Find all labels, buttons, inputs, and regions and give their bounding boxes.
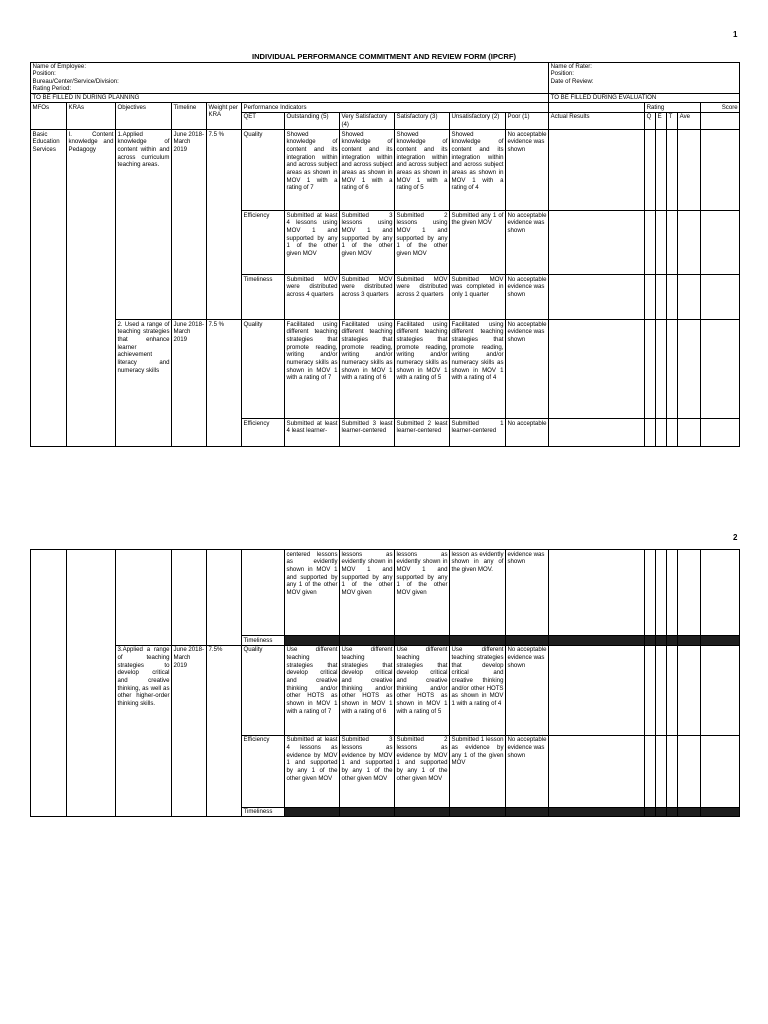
score-cell[interactable] [701, 645, 740, 735]
rating-cell[interactable] [656, 645, 667, 735]
mfo-cell: Basic Education Services [31, 130, 67, 447]
rating-cell[interactable] [678, 275, 701, 320]
score-cell[interactable] [701, 419, 740, 447]
dim-quality: Quality [242, 645, 285, 735]
indicator-cell: Submitted at least 4 least learner- [285, 419, 340, 447]
score-cell[interactable] [701, 735, 740, 807]
rating-cell[interactable] [667, 275, 678, 320]
timeline-3: June 2018-March 2019 [172, 645, 207, 817]
indicator-cell: Submitted 2 least learner-centered [395, 419, 450, 447]
rating-cell[interactable] [656, 807, 667, 817]
dim-efficiency: Efficiency [242, 211, 285, 275]
score-blank [701, 112, 740, 129]
col-kras: KRAs [67, 103, 116, 130]
rating-cell[interactable] [645, 419, 656, 447]
indicator-cell: Facilitated using different teaching strategies that promote reading, writing and/or numeracy skills as shown in MOV 1 with a rating of 5 [395, 320, 450, 419]
col-objectives: Objectives [116, 103, 172, 130]
actual-result-cell[interactable] [549, 550, 645, 636]
rating-cell[interactable] [678, 645, 701, 735]
rating-cell[interactable] [667, 636, 678, 646]
rating-cell[interactable] [656, 550, 667, 636]
actual-results-top [549, 103, 645, 113]
objective-3: 3.Applied a range of teaching strategies to develop critical and creative thinking, as well as other higher-order thinking skills. [116, 645, 172, 817]
indicator-cell: Showed knowledge of content and its integration within and across subject areas as shown in MOV 1 with a rating of 7 [285, 130, 340, 211]
weight-continued [207, 550, 242, 646]
ipcrf-table-page1 [30, 62, 740, 447]
indicator-cell: No acceptable evidence was shown [506, 320, 549, 419]
indicator-cell: Submitted any 1 of the given MOV [450, 211, 506, 275]
rating-cell[interactable] [645, 130, 656, 211]
col-ave: Ave [678, 112, 701, 129]
indicator-cell: No acceptable evidence was shown [506, 645, 549, 735]
dim-efficiency: Efficiency [242, 735, 285, 807]
indicator-cell: Facilitated using different teaching strategies that promote reading, writing and/or numeracy skills as shown in MOV 1 with a rating of 7 [285, 320, 340, 419]
score-cell[interactable] [701, 211, 740, 275]
indicator-cell: Submitted 3 lessons as evidence by MOV 1 and supported by any 1 of the other given MOV [340, 735, 395, 807]
actual-result-cell[interactable] [549, 275, 645, 320]
col-very-satisfactory: Very Satisfactory (4) [340, 112, 395, 129]
col-outstanding: Outstanding (5) [285, 112, 340, 129]
col-qet: QET [242, 112, 285, 129]
indicator-cell: Use different teaching strategies that develop critical and creative thinking and/or other HOTS as shown in MOV 1 with a rating of 4 [450, 645, 506, 735]
col-poor: Poor (1) [506, 112, 549, 129]
timeline-1: June 2018-March 2019 [172, 130, 207, 320]
col-rating: Rating [645, 103, 701, 113]
dim-quality: Quality [242, 130, 285, 211]
score-cell[interactable] [701, 320, 740, 419]
actual-result-cell[interactable] [549, 419, 645, 447]
actual-result-cell[interactable] [549, 211, 645, 275]
indicator-cell: No acceptable evidence was shown [506, 130, 549, 211]
col-e: E [656, 112, 667, 129]
rating-cell[interactable] [667, 807, 678, 817]
employee-name-label: Name of Employee: [31, 63, 549, 71]
indicator-cell: No acceptable evidence was shown [506, 735, 549, 807]
rating-period-label: Rating Period: [31, 85, 549, 93]
review-date-label: Date of Review: [549, 78, 740, 85]
rating-cell[interactable] [656, 275, 667, 320]
rating-cell[interactable] [656, 130, 667, 211]
objective-continued [116, 550, 172, 646]
mfo-continued [31, 550, 67, 817]
indicator-cell: Use different teaching strategies that develop critical and creative thinking and/or other HOTS as shown in MOV 1 with a rating of 6 [340, 645, 395, 735]
kra-cell: I. Content knowledge and Pedagogy [67, 130, 116, 447]
indicator-cell: Use different teaching strategies that develop critical and creative thinking and/or other HOTS as shown in MOV 1 with a rating of 5 [395, 645, 450, 735]
actual-result-cell[interactable] [549, 807, 645, 817]
rating-cell[interactable] [678, 807, 701, 817]
rating-cell[interactable] [656, 419, 667, 447]
indicator-cell [395, 807, 450, 817]
rater-blank [549, 85, 740, 93]
rating-cell[interactable] [667, 130, 678, 211]
indicator-cell [285, 807, 340, 817]
col-satisfactory: Satisfactory (3) [395, 112, 450, 129]
indicator-cell: Submitted at least 4 lessons as evidence by MOV 1 and supported by any 1 of the other given MOV [285, 735, 340, 807]
indicator-cell: Submitted 1 lesson as evidence by any 1 of the given MOV [450, 735, 506, 807]
indicator-cell: No acceptable evidence was shown [506, 211, 549, 275]
rating-cell[interactable] [656, 636, 667, 646]
col-timeline: Timeline [172, 103, 207, 130]
indicator-cell: Submitted MOV were distributed across 4 quarters [285, 275, 340, 320]
indicator-cell: Submitted 3 lessons using MOV 1 and supported by any 1 of the other given MOV [340, 211, 395, 275]
rating-cell[interactable] [656, 211, 667, 275]
indicator-cell: Submitted 2 lessons as evidence by MOV 1 and supported by any 1 of the other given MOV [395, 735, 450, 807]
page-number: 2 [733, 533, 738, 542]
dim-efficiency: Efficiency [242, 419, 285, 447]
rating-cell[interactable] [645, 807, 656, 817]
indicator-cell [506, 636, 549, 646]
score-cell[interactable] [701, 550, 740, 636]
evaluation-label: TO BE FILLED DURING EVALUATION [549, 93, 740, 103]
rating-cell[interactable] [678, 636, 701, 646]
indicator-cell [450, 807, 506, 817]
rating-cell[interactable] [645, 320, 656, 419]
rating-cell[interactable] [645, 211, 656, 275]
objective-1: 1.Applied knowledge of content within and across curriculum teaching areas. [116, 130, 172, 320]
form-title: INDIVIDUAL PERFORMANCE COMMITMENT AND REVIEW FORM (IPCRF) [251, 52, 517, 61]
indicator-cell [450, 636, 506, 646]
indicator-cell: Submitted MOV were distributed across 3 quarters [340, 275, 395, 320]
indicator-cell: Showed knowledge of content and its integration within and across subject areas as shown in MOV 1 with a rating of 6 [340, 130, 395, 211]
dim-timeliness: Timeliness [242, 275, 285, 320]
weight-1: 7.5 % [207, 130, 242, 320]
col-actual-results: Actual Results [549, 112, 645, 129]
rating-cell[interactable] [678, 211, 701, 275]
dim-timeliness: Timeliness [242, 636, 285, 646]
col-unsatisfactory: Unsatisfactory (2) [450, 112, 506, 129]
rating-cell[interactable] [667, 550, 678, 636]
actual-result-cell[interactable] [549, 130, 645, 211]
rater-position-label: Position: [549, 70, 740, 77]
indicator-cell: No acceptable evidence was shown [506, 275, 549, 320]
rating-cell[interactable] [667, 645, 678, 735]
indicator-cell: Facilitated using different teaching strategies that promote reading, writing and/or numeracy skills as shown in MOV 1 with a rating of 4 [450, 320, 506, 419]
weight-2: 7.5 % [207, 320, 242, 447]
col-mfos: MFOs [31, 103, 67, 130]
rating-cell[interactable] [645, 636, 656, 646]
rating-cell[interactable] [656, 735, 667, 807]
actual-result-cell[interactable] [549, 645, 645, 735]
indicator-cell [395, 636, 450, 646]
indicator-cell [506, 807, 549, 817]
actual-result-cell[interactable] [549, 320, 645, 419]
timeline-2: June 2018-March 2019 [172, 320, 207, 447]
rating-cell[interactable] [645, 550, 656, 636]
rating-cell[interactable] [645, 275, 656, 320]
indicator-cell: lesson as evidently shown in any of the given MOV. [450, 550, 506, 636]
rating-cell[interactable] [645, 735, 656, 807]
actual-result-cell[interactable] [549, 636, 645, 646]
indicator-cell: Submitted MOV was completed in only 1 quarter [450, 275, 506, 320]
indicator-cell: Submitted 1 learner-centered [450, 419, 506, 447]
indicator-cell: lessons as evidently shown in MOV 1 and supported by any 1 of the other MOV given [340, 550, 395, 636]
score-cell[interactable] [701, 807, 740, 817]
dim-efficiency-continued [242, 550, 285, 636]
col-t: T [667, 112, 678, 129]
indicator-cell: evidence was shown [506, 550, 549, 636]
indicator-cell: Submitted MOV were distributed across 2 quarters [395, 275, 450, 320]
indicator-cell: No acceptable [506, 419, 549, 447]
timeline-continued [172, 550, 207, 646]
actual-result-cell[interactable] [549, 735, 645, 807]
indicator-cell [340, 636, 395, 646]
kra-continued [67, 550, 116, 817]
dim-quality: Quality [242, 320, 285, 419]
indicator-cell: Use different teaching strategies that develop critical and creative thinking and/or other HOTS as shown in MOV 1 with a rating of 7 [285, 645, 340, 735]
indicator-cell: Showed knowledge of content and its integration within and across subject areas as shown in MOV 1 with a rating of 5 [395, 130, 450, 211]
weight-3: 7.5% [207, 645, 242, 817]
rating-cell[interactable] [667, 419, 678, 447]
indicator-cell: Submitted at least 4 lessons using MOV 1 and supported by any 1 of the other given MOV [285, 211, 340, 275]
indicator-cell: centered lessons as evidently shown in MOV 1 and supported by any 1 of the other MOV given [285, 550, 340, 636]
objective-2: 2. Used a range of teaching strategies that enhance learner achievement literacy and numeracy skills [116, 320, 172, 447]
score-cell[interactable] [701, 130, 740, 211]
indicator-cell [340, 807, 395, 817]
planning-label: TO BE FILLED IN DURING PLANNING [31, 93, 549, 103]
rater-name-label: Name of Rater: [549, 63, 740, 71]
rating-cell[interactable] [678, 130, 701, 211]
employee-position-label: Position: [31, 70, 549, 77]
rating-cell[interactable] [656, 320, 667, 419]
col-q: Q [645, 112, 656, 129]
indicator-cell: Facilitated using different teaching strategies that promote reading, writing and/or numeracy skills as shown in MOV 1 with a rating of 6 [340, 320, 395, 419]
rating-cell[interactable] [667, 735, 678, 807]
rating-cell[interactable] [667, 320, 678, 419]
ipcrf-table-page2 [30, 549, 740, 817]
rating-cell[interactable] [678, 419, 701, 447]
rating-cell[interactable] [645, 645, 656, 735]
rating-cell[interactable] [678, 320, 701, 419]
col-weight: Weight per KRA [207, 103, 242, 130]
indicator-cell: Submitted 3 least learner-centered [340, 419, 395, 447]
indicator-cell: Submitted 2 lessons using MOV 1 and supported by any 1 of the other given MOV [395, 211, 450, 275]
indicator-cell: lessons as evidently shown in MOV 1 and supported by any 1 of the other MOV given [395, 550, 450, 636]
dim-timeliness: Timeliness [242, 807, 285, 817]
score-cell[interactable] [701, 275, 740, 320]
indicator-cell [285, 636, 340, 646]
col-score: Score [701, 103, 740, 113]
indicator-cell: Showed knowledge of content and its integration within and across subject areas as shown in MOV 1 with a rating of 4 [450, 130, 506, 211]
rating-cell[interactable] [678, 735, 701, 807]
bureau-label: Bureau/Center/Service/Division: [31, 78, 549, 85]
col-performance-indicators: Performance Indicators [242, 103, 549, 113]
rating-cell[interactable] [678, 550, 701, 636]
score-cell[interactable] [701, 636, 740, 646]
rating-cell[interactable] [667, 211, 678, 275]
page-number: 1 [733, 30, 738, 39]
